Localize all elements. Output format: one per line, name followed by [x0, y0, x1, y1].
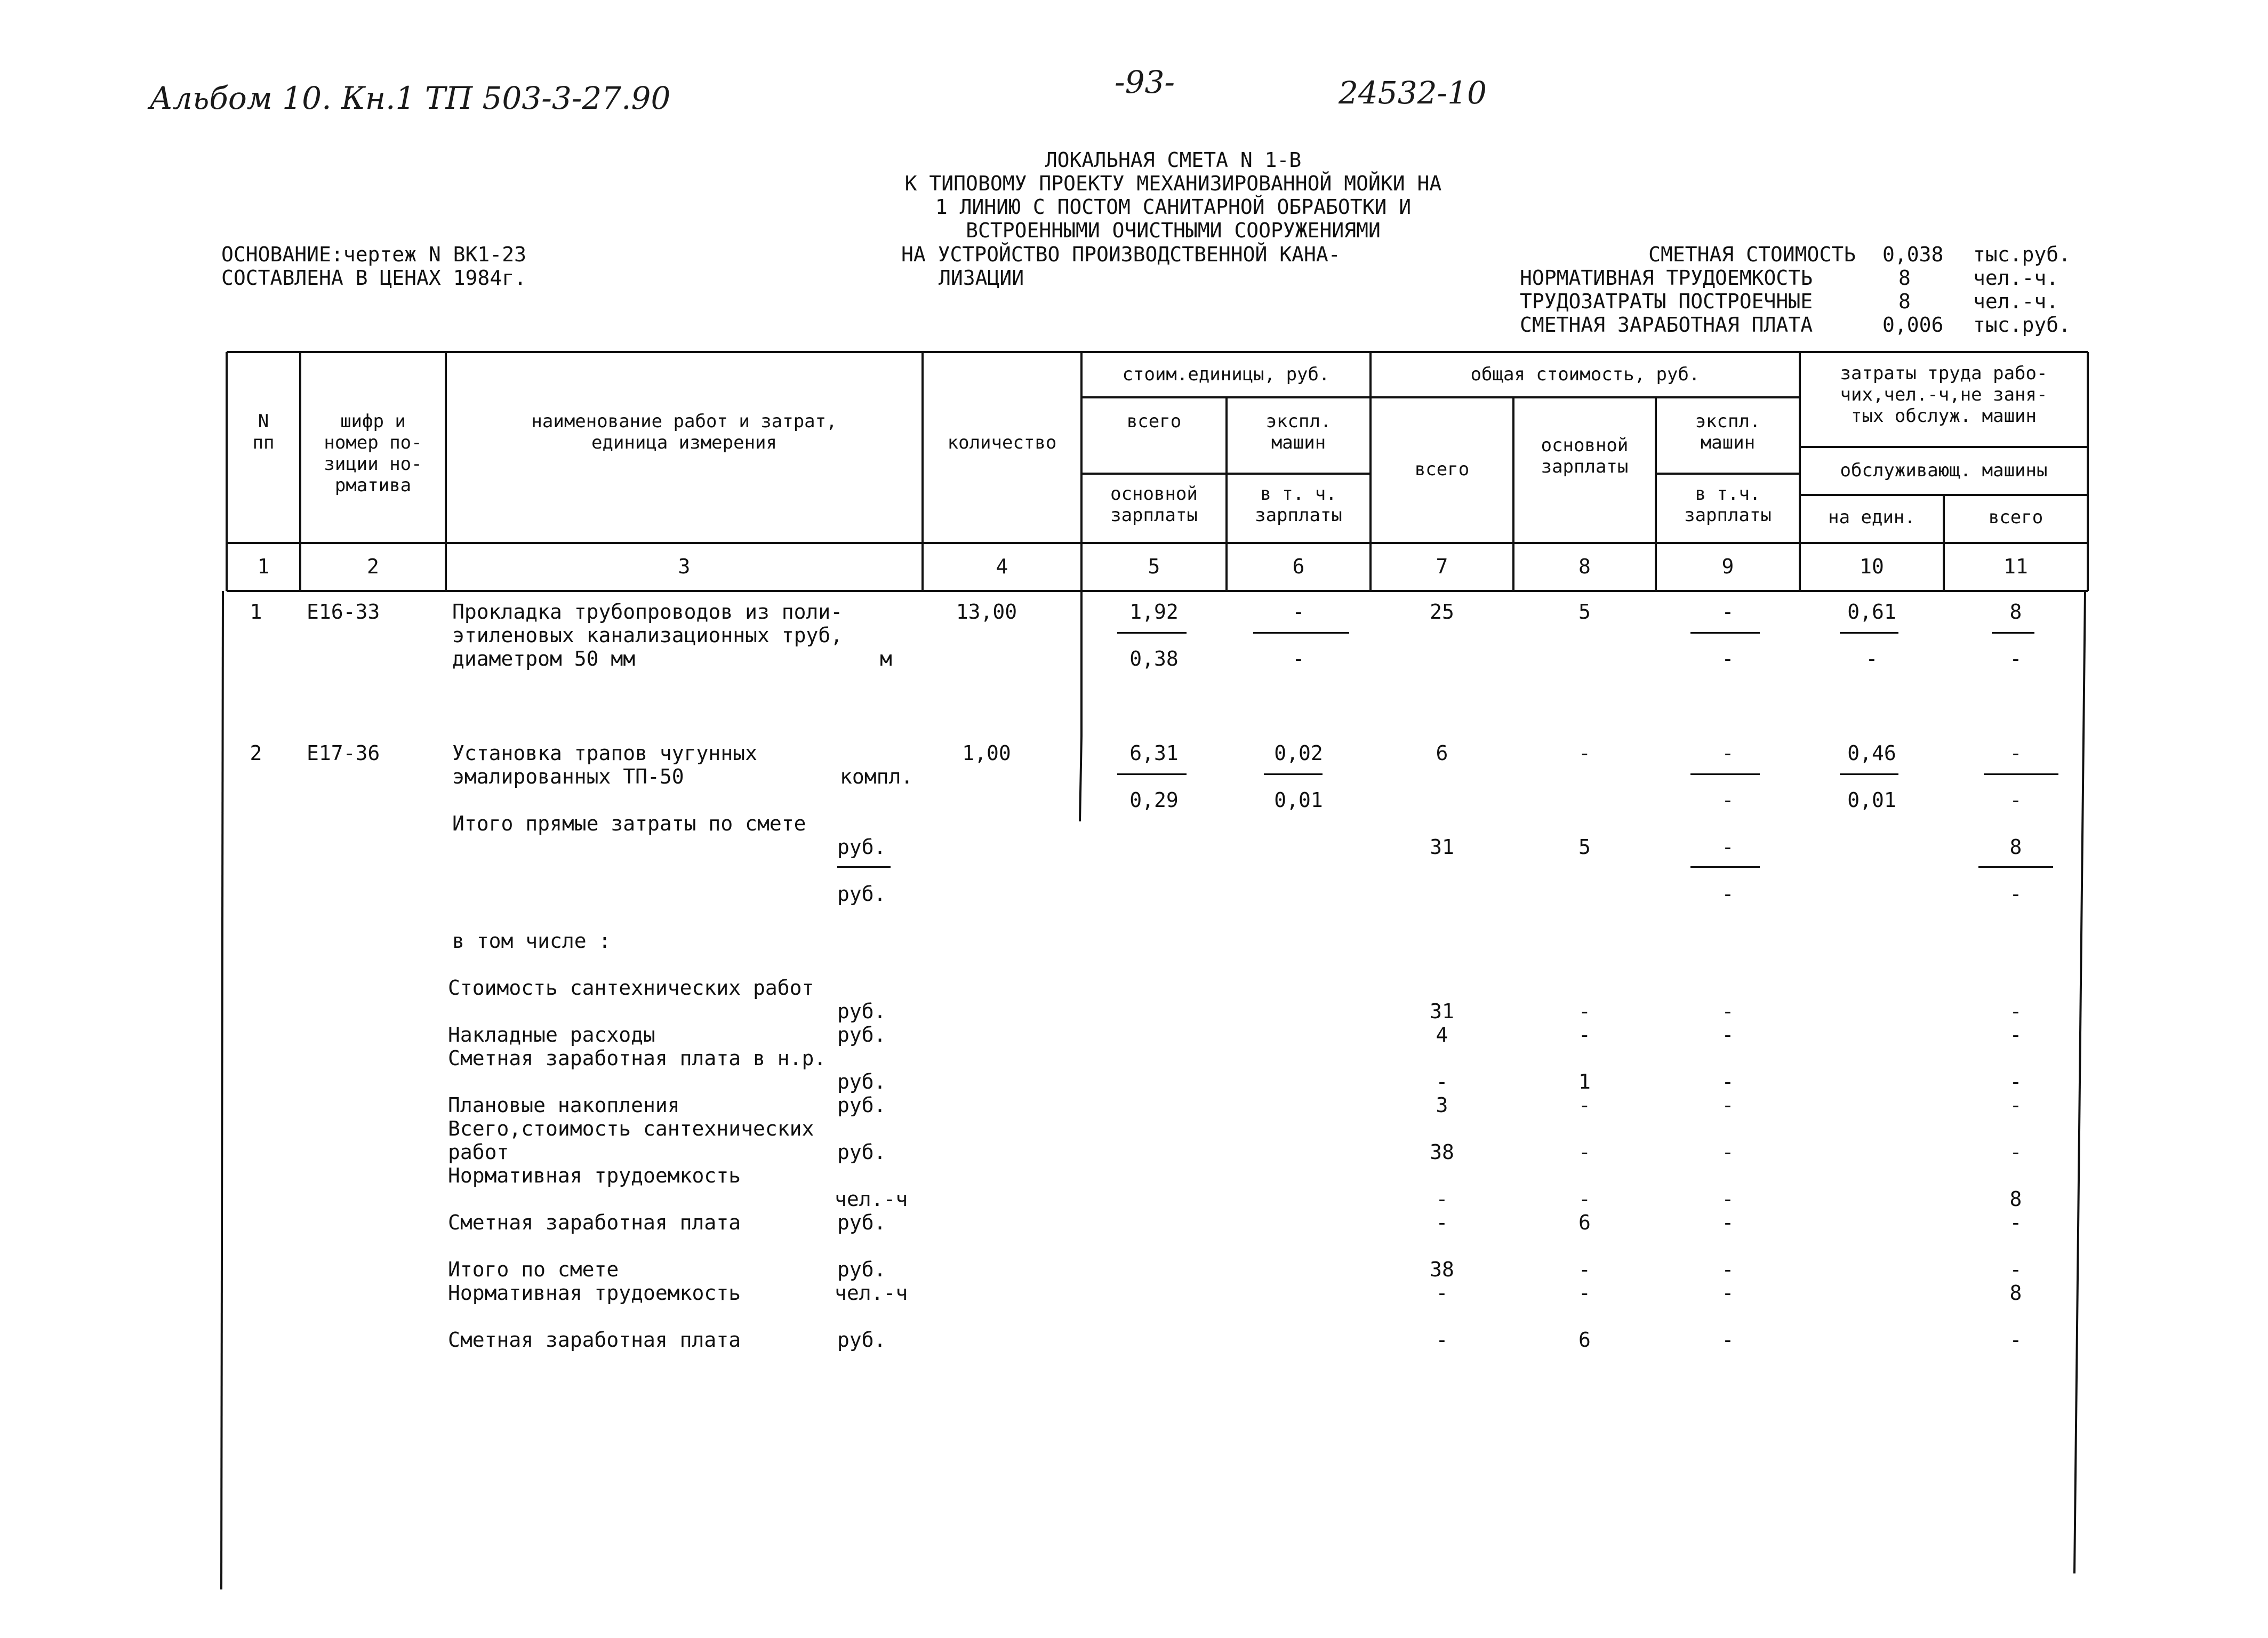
total-norm-c11: 8	[2009, 1281, 2022, 1305]
summary-label-3: ТРУДОЗАТРАТЫ ПОСТРОЕЧНЫЕ	[1520, 290, 1813, 313]
total-wage-c9: -	[1721, 1328, 1734, 1352]
wage-label: Сметная заработная плата	[448, 1211, 741, 1234]
total-norm-c7: -	[1436, 1281, 1448, 1305]
santech-c7: 31	[1430, 1000, 1454, 1023]
direct-total-c11b: -	[2009, 882, 2022, 906]
header-c9-machines: экспл. машин	[1695, 411, 1761, 453]
santech-c8: -	[1578, 1000, 1591, 1023]
header-unit-cost: стоим.единицы, руб.	[1122, 364, 1330, 385]
row2-unit: компл.	[840, 765, 913, 788]
col-num-9: 9	[1721, 555, 1734, 578]
title-line-6: ЛИЗАЦИИ	[939, 266, 1024, 290]
title-line-3: 1 ЛИНИЮ С ПОСТОМ САНИТАРНОЙ ОБРАБОТКИ И	[935, 195, 1412, 219]
overhead-label: Накладные расходы	[448, 1023, 655, 1046]
header-qty: количество	[947, 432, 1057, 453]
wage-np-c11: -	[2009, 1070, 2022, 1093]
all-santech-label-2: работ	[448, 1140, 509, 1164]
santech-c11: -	[2009, 1000, 2022, 1023]
col-num-6: 6	[1292, 555, 1305, 578]
plan-c11: -	[2009, 1093, 2022, 1117]
plan-c7: 3	[1436, 1093, 1448, 1117]
row2-c11: -	[2009, 741, 2022, 765]
norm-c11: 8	[2009, 1187, 2022, 1211]
wage-c8: 6	[1578, 1211, 1591, 1234]
col-num-11: 11	[2003, 555, 2028, 578]
row2-c9b: -	[1721, 788, 1734, 812]
all-santech-c9: -	[1721, 1140, 1734, 1164]
row2-c6b: 0,01	[1274, 788, 1323, 812]
header-n: N пп	[252, 411, 275, 453]
plan-c8: -	[1578, 1093, 1591, 1117]
row2-c9: -	[1721, 741, 1734, 765]
page-number: -93-	[1115, 64, 1175, 100]
plan-unit: руб.	[837, 1093, 886, 1117]
summary-label-4: СМЕТНАЯ ЗАРАБОТНАЯ ПЛАТА	[1520, 313, 1813, 337]
col-num-3: 3	[678, 555, 691, 578]
header-c6-wage: в т. ч. зарплаты	[1255, 483, 1342, 526]
row1-c11: 8	[2009, 600, 2022, 624]
direct-total-c9: -	[1721, 835, 1734, 859]
header-c5-wage: основной зарплаты	[1110, 483, 1198, 526]
norm-label: Нормативная трудоемкость	[448, 1164, 741, 1187]
summary-label-1: СМЕТНАЯ СТОИМОСТЬ	[1648, 243, 1856, 266]
row2-c7: 6	[1436, 741, 1448, 765]
col-num-2: 2	[367, 555, 379, 578]
direct-total-c7: 31	[1430, 835, 1454, 859]
document-code: 24532-10	[1339, 75, 1487, 111]
row2-n: 2	[250, 741, 262, 765]
row1-n: 1	[250, 600, 262, 624]
col-num-10: 10	[1860, 555, 1884, 578]
row1-c11b: -	[2009, 647, 2022, 670]
total-norm-unit: чел.-ч	[835, 1281, 908, 1305]
wage-c7: -	[1436, 1211, 1448, 1234]
row2-c11b: -	[2009, 788, 2022, 812]
wage-np-c9: -	[1721, 1070, 1734, 1093]
summary-value-4: 0,006	[1882, 313, 1944, 337]
wage-np-unit: руб.	[837, 1070, 886, 1093]
overhead-c11: -	[2009, 1023, 2022, 1046]
summary-unit-4: тыс.руб.	[1973, 313, 2071, 337]
total-norm-c8: -	[1578, 1281, 1591, 1305]
total-wage-c7: -	[1436, 1328, 1448, 1352]
all-santech-label-1: Всего,стоимость сантехнических	[448, 1117, 814, 1140]
title-line-4: ВСТРОЕННЫМИ ОЧИСТНЫМИ СООРУЖЕНИЯМИ	[966, 219, 1381, 242]
wage-unit: руб.	[837, 1211, 886, 1234]
row1-c5b: 0,38	[1129, 647, 1179, 670]
row2-c10b: 0,01	[1847, 788, 1896, 812]
total-wage-unit: руб.	[837, 1328, 886, 1352]
row1-unit: м	[880, 647, 892, 670]
summary-value-2: 8	[1898, 266, 1911, 290]
row1-c9: -	[1721, 600, 1734, 624]
direct-total-c9b: -	[1721, 882, 1734, 906]
col-num-8: 8	[1578, 555, 1591, 578]
row1-name-2: этиленовых канализационных труб,	[452, 624, 843, 647]
overhead-unit: руб.	[837, 1023, 886, 1046]
title-line-2: К ТИПОВОМУ ПРОЕКТУ МЕХАНИЗИРОВАННОЙ МОЙКИ НА	[904, 172, 1442, 195]
row1-c6: -	[1292, 600, 1305, 624]
title-line-5: НА УСТРОЙСТВО ПРОИЗВОДСТВЕННОЙ КАНА-	[901, 243, 1341, 266]
row2-name-1: Установка трапов чугунных	[452, 741, 757, 765]
header-labor: затраты труда рабо- чих,чел.-ч,не заня- тых обслуж. машин	[1840, 363, 2048, 427]
total-norm-c9: -	[1721, 1281, 1734, 1305]
total-c8: -	[1578, 1258, 1591, 1281]
total-norm-label: Нормативная трудоемкость	[448, 1281, 741, 1305]
norm-c8: -	[1578, 1187, 1591, 1211]
row1-c10b: -	[1865, 647, 1878, 670]
row1-c5: 1,92	[1129, 600, 1179, 624]
row2-c8: -	[1578, 741, 1591, 765]
summary-unit-1: тыс.руб.	[1973, 243, 2071, 266]
all-santech-unit: руб.	[837, 1140, 886, 1164]
header-c10: на един.	[1828, 507, 1916, 528]
santech-unit: руб.	[837, 1000, 886, 1023]
santech-label: Стоимость сантехнических работ	[448, 976, 814, 1000]
header-c6-machines: экспл. машин	[1265, 411, 1332, 453]
summary-value-3: 8	[1898, 290, 1911, 313]
direct-total-c11: 8	[2009, 835, 2022, 859]
row1-c10: 0,61	[1847, 600, 1896, 624]
including-label: в том числе :	[452, 929, 611, 953]
direct-total-label: Итого прямые затраты по смете	[452, 812, 806, 835]
row1-c9b: -	[1721, 647, 1734, 670]
norm-c9: -	[1721, 1187, 1734, 1211]
row1-name-3: диаметром 50 мм	[452, 647, 636, 670]
row1-name-1: Прокладка трубопроводов из поли-	[452, 600, 843, 624]
wage-np-c7: -	[1436, 1070, 1448, 1093]
col-num-7: 7	[1436, 555, 1448, 578]
album-mark: Альбом 10. Кн.1 ТП 503-3-27.90	[149, 80, 671, 116]
header-labor-machines: обслуживающ. машины	[1840, 460, 2048, 481]
header-name: наименование работ и затрат, единица измерения	[531, 411, 837, 453]
basis-line-1: ОСНОВАНИЕ:чертеж N ВК1-23	[221, 243, 526, 266]
header-c9-wage: в т.ч. зарплаты	[1684, 483, 1772, 526]
all-santech-c11: -	[2009, 1140, 2022, 1164]
overhead-c7: 4	[1436, 1023, 1448, 1046]
norm-unit: чел.-ч	[835, 1187, 908, 1211]
col-num-4: 4	[996, 555, 1008, 578]
wage-np-label: Сметная заработная плата в н.р.	[448, 1046, 827, 1070]
header-code: шифр и номер по- зиции но- рматива	[324, 411, 422, 496]
plan-label: Плановые накопления	[448, 1093, 680, 1117]
row2-c5b: 0,29	[1129, 788, 1179, 812]
header-c11: всего	[1988, 507, 2043, 528]
row2-c6: 0,02	[1274, 741, 1323, 765]
basis-line-2: СОСТАВЛЕНА В ЦЕНАХ 1984г.	[221, 266, 526, 290]
row1-c7: 25	[1430, 600, 1454, 624]
direct-total-unit-2: руб.	[837, 882, 886, 906]
row1-qty: 13,00	[956, 600, 1017, 624]
total-c9: -	[1721, 1258, 1734, 1281]
header-c8: основной зарплаты	[1541, 435, 1629, 477]
row2-qty: 1,00	[962, 741, 1011, 765]
wage-np-c8: 1	[1578, 1070, 1591, 1093]
col-num-1: 1	[257, 555, 270, 578]
row2-c5: 6,31	[1129, 741, 1179, 765]
direct-total-c8: 5	[1578, 835, 1591, 859]
col-num-5: 5	[1148, 555, 1160, 578]
total-c11: -	[2009, 1258, 2022, 1281]
summary-unit-3: чел.-ч.	[1973, 290, 2059, 313]
summary-unit-2: чел.-ч.	[1973, 266, 2059, 290]
plan-c9: -	[1721, 1093, 1734, 1117]
summary-value-1: 0,038	[1882, 243, 1944, 266]
row1-c8: 5	[1578, 600, 1591, 624]
wage-c9: -	[1721, 1211, 1734, 1234]
wage-c11: -	[2009, 1211, 2022, 1234]
header-c5-total: всего	[1126, 411, 1182, 432]
total-wage-c11: -	[2009, 1328, 2022, 1352]
total-c7: 38	[1430, 1258, 1454, 1281]
total-wage-label: Сметная заработная плата	[448, 1328, 741, 1352]
total-wage-c8: 6	[1578, 1328, 1591, 1352]
norm-c7: -	[1436, 1187, 1448, 1211]
all-santech-c8: -	[1578, 1140, 1591, 1164]
header-total-cost: общая стоимость, руб.	[1470, 364, 1700, 385]
total-label: Итого по смете	[448, 1258, 619, 1281]
santech-c9: -	[1721, 1000, 1734, 1023]
row2-c10: 0,46	[1847, 741, 1896, 765]
overhead-c8: -	[1578, 1023, 1591, 1046]
direct-total-unit-1: руб.	[837, 835, 886, 859]
row1-c6b: -	[1292, 647, 1305, 670]
row2-name-2: эмалированных ТП-50	[452, 765, 684, 788]
overhead-c9: -	[1721, 1023, 1734, 1046]
row1-code: Е16-33	[307, 600, 380, 624]
row2-code: Е17-36	[307, 741, 380, 765]
total-unit: руб.	[837, 1258, 886, 1281]
header-c7: всего	[1414, 459, 1470, 480]
title-line-1: ЛОКАЛЬНАЯ СМЕТА N 1-В	[1045, 148, 1302, 172]
all-santech-c7: 38	[1430, 1140, 1454, 1164]
summary-label-2: НОРМАТИВНАЯ ТРУДОЕМКОСТЬ	[1520, 266, 1813, 290]
